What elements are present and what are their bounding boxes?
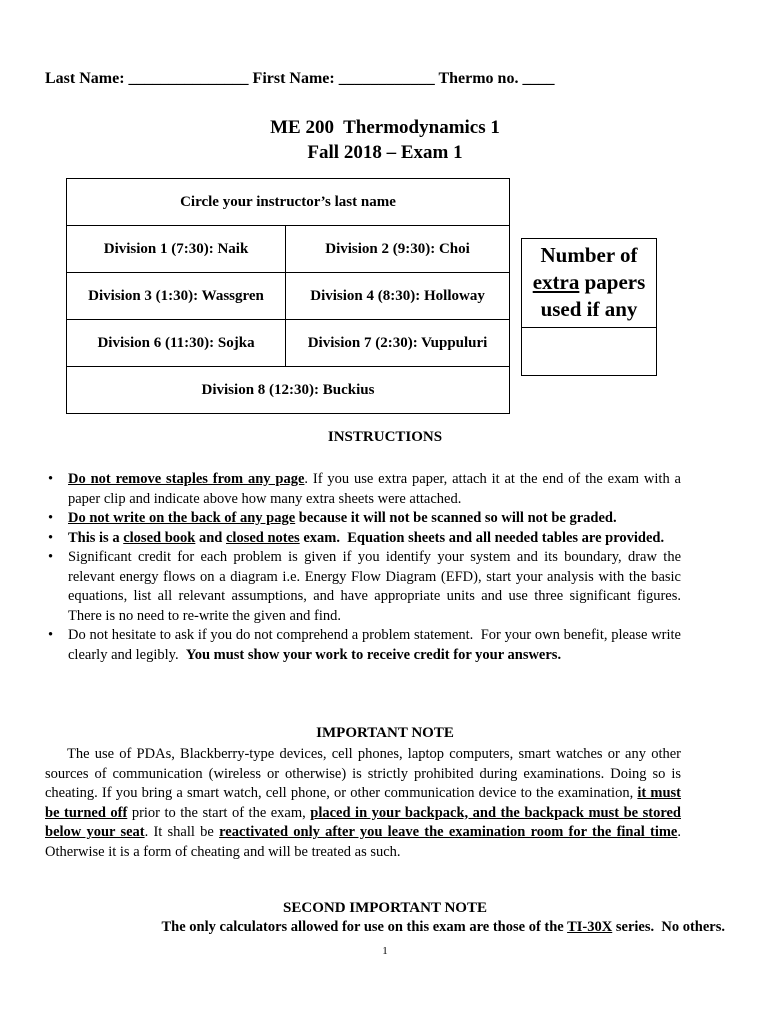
division-cell[interactable]: Division 2 (9:30): Choi [286, 226, 510, 273]
name-fields-line: Last Name: _______________ First Name: ____________ Thermo no. ____ [45, 70, 555, 87]
division-cell[interactable]: Division 1 (7:30): Naik [67, 226, 286, 273]
course-title: ME 200 Thermodynamics 1 [270, 117, 500, 138]
exam-title [0, 115, 770, 165]
division-cell[interactable]: Division 8 (12:30): Buckius [67, 367, 510, 414]
exam-term: Fall 2018 – Exam 1 [307, 142, 463, 163]
instructor-table [66, 178, 510, 414]
page-number: 1 [382, 945, 388, 957]
extra-papers-box [521, 238, 657, 376]
important-note-heading: IMPORTANT NOTE [316, 725, 454, 741]
instruction-item: • This is a closed book and closed notes exam. Equation sheets and all needed tables are provided. [45, 529, 681, 549]
important-note-body: The use of PDAs, Blackberry-type devices, cell phones, laptop computers, smart watches or any other sources of communication (wireless or otherwise) is strictly prohibited during examinations. Doing so is cheating. If you bring a smart watch, cell phone, or other communication device to the examination, it must be turned off prior to the start of the exam, placed in your backpack, and the backpack must be stored below your seat. It shall be reactivated only after you leave the examination room for the final time. Otherwise it is a form of cheating and will be treated as such. [45, 746, 681, 860]
extra-papers-label: Number of extra papers used if any [532, 243, 646, 321]
instruction-item: • Do not remove staples from any page. If you use extra paper, attach it at the end of the exam with a paper clip and indicate above how many extra sheets were attached. [45, 470, 681, 509]
division-cell[interactable]: Division 3 (1:30): Wassgren [67, 273, 286, 320]
extra-papers-divider [522, 327, 656, 328]
division-cell[interactable]: Division 7 (2:30): Vuppuluri [286, 320, 510, 367]
instruction-item: • Do not hesitate to ask if you do not comprehend a problem statement. For your own benefit, please write clearly and legibly. You must show your work to receive credit for your answers. [45, 626, 681, 665]
second-note-heading: SECOND IMPORTANT NOTE [283, 900, 487, 916]
instructions-list [45, 470, 685, 665]
calculator-rule: The only calculators allowed for use on this exam are those of the TI-30X series. No others. [161, 919, 725, 935]
division-cell[interactable]: Division 4 (8:30): Holloway [286, 273, 510, 320]
instructions-heading: INSTRUCTIONS [327, 429, 443, 445]
instructor-table-caption: Circle your instructor’s last name [67, 179, 510, 226]
instruction-item: • Do not write on the back of any page because it will not be scanned so will not be graded. [45, 509, 681, 529]
instruction-item: • Significant credit for each problem is given if you identify your system and its boundary, draw the relevant energy flows on a diagram i.e. Energy Flow Diagram (EFD), start your analysis with the basic equations, list all relevant assumptions, and have appropriate units and use three significant figures. There is no need to re-write the given and find. [45, 548, 681, 626]
division-cell[interactable]: Division 6 (11:30): Sojka [67, 320, 286, 367]
